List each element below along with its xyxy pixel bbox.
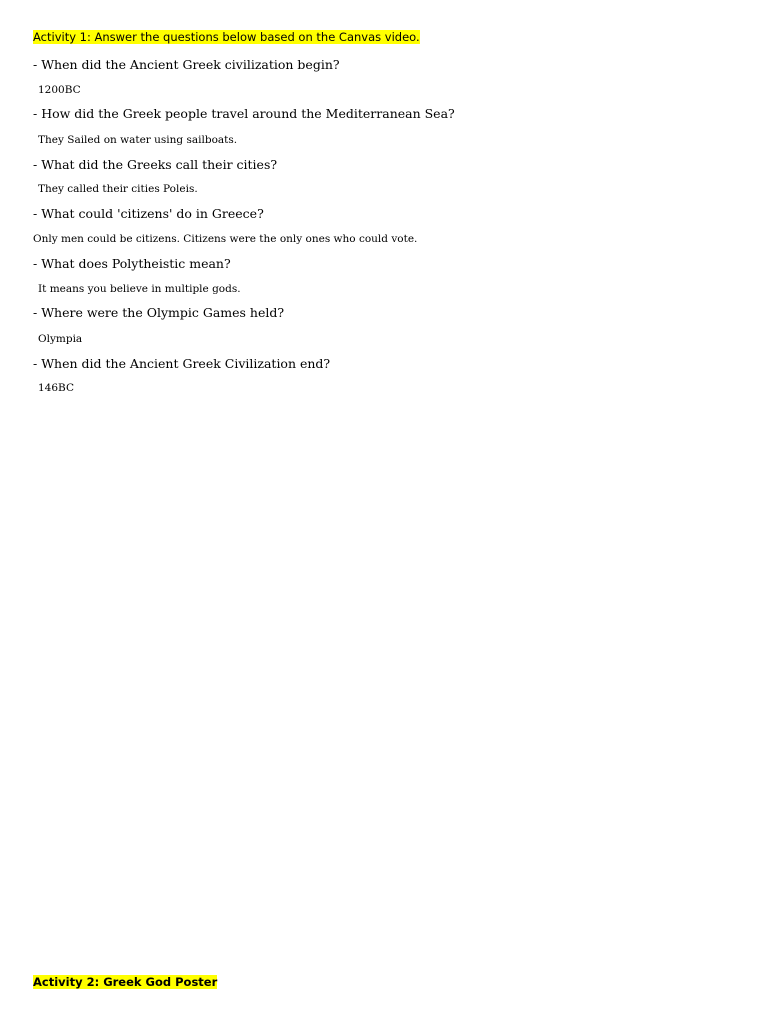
question-3: - What did the Greeks call their cities? [33, 157, 278, 172]
answer-2: They Sailed on water using sailboats. [38, 134, 238, 146]
answer-3: They called their cities Poleis. [38, 183, 198, 195]
question-5: - What does Polytheistic mean? [33, 256, 231, 271]
question-4: - What could 'citizens' do in Greece? [33, 206, 264, 221]
question-6: - Where were the Olympic Games held? [33, 305, 285, 320]
activity-2-heading-text: Activity 2: Greek God Poster [33, 975, 218, 989]
question-2: - How did the Greek people travel around the Mediterranean Sea? [33, 106, 455, 121]
answer-6: Olympia [38, 333, 83, 345]
activity-2-heading [33, 975, 217, 990]
answer-1: 1200BC [38, 84, 81, 96]
activity-1-heading [33, 30, 420, 45]
question-1: - When did the Ancient Greek civilization begin? [33, 57, 340, 72]
question-7: - When did the Ancient Greek Civilization end? [33, 356, 331, 371]
answer-4: Only men could be citizens. Citizens were the only ones who could vote. [33, 233, 418, 245]
activity-1-heading-text: Activity 1: Answer the questions below based on the Canvas video. [33, 30, 420, 44]
answer-7: 146BC [38, 382, 74, 394]
answer-5: It means you believe in multiple gods. [38, 283, 241, 295]
